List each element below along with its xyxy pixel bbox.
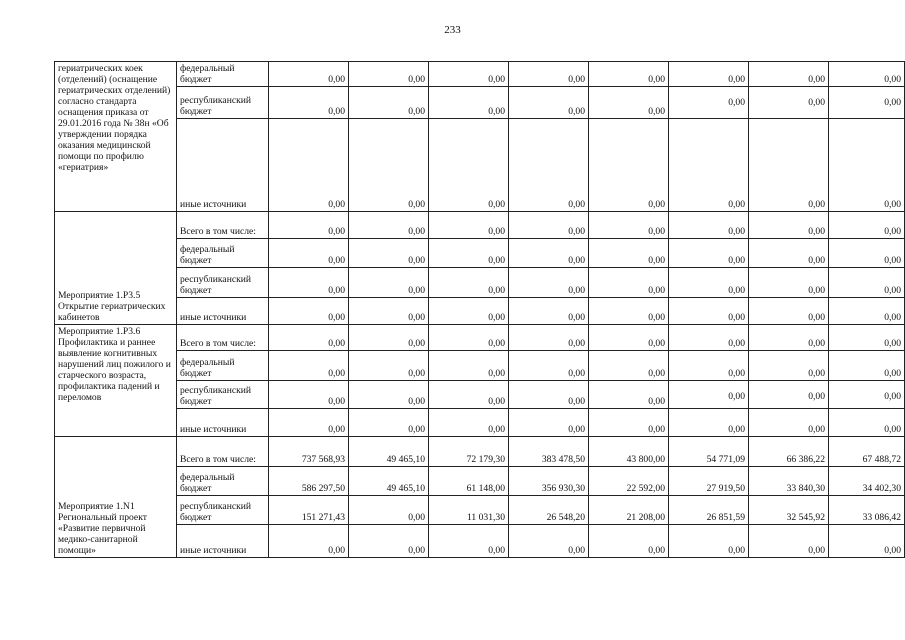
value-cell: 0,00 bbox=[749, 62, 829, 87]
value-cell: 0,00 bbox=[269, 298, 349, 325]
source-cell: Всего в том числе: bbox=[177, 325, 269, 351]
value-cell: 0,00 bbox=[429, 525, 509, 558]
value-cell: 22 592,00 bbox=[589, 467, 669, 496]
value-cell: 0,00 bbox=[429, 87, 509, 119]
table-row bbox=[55, 409, 905, 437]
source-cell: федеральный бюджет bbox=[177, 467, 269, 496]
source-cell: Всего в том числе: bbox=[177, 212, 269, 239]
value-cell: 0,00 bbox=[749, 351, 829, 381]
value-cell: 21 208,00 bbox=[589, 496, 669, 525]
table-row bbox=[55, 119, 905, 212]
value-cell: 0,00 bbox=[269, 351, 349, 381]
value-cell: 0,00 bbox=[349, 496, 429, 525]
table-row bbox=[55, 268, 905, 298]
value-cell: 0,00 bbox=[429, 239, 509, 268]
value-cell: 0,00 bbox=[429, 268, 509, 298]
page-number: 233 bbox=[444, 24, 461, 36]
measure-name-cell: Мероприятие 1.N1 Региональный проект «Развитие первичной медико-санитарной помощи» bbox=[55, 437, 177, 558]
value-cell: 0,00 bbox=[589, 268, 669, 298]
value-cell: 0,00 bbox=[349, 351, 429, 381]
value-cell: 0,00 bbox=[829, 119, 905, 212]
value-cell: 0,00 bbox=[589, 525, 669, 558]
value-cell: 0,00 bbox=[829, 409, 905, 437]
budget-table bbox=[54, 61, 905, 558]
value-cell: 0,00 bbox=[749, 239, 829, 268]
value-cell: 0,00 bbox=[509, 87, 589, 119]
value-cell: 66 386,22 bbox=[749, 437, 829, 467]
value-cell: 0,00 bbox=[749, 212, 829, 239]
value-cell: 0,00 bbox=[349, 62, 429, 87]
value-cell: 0,00 bbox=[429, 62, 509, 87]
value-cell: 0,00 bbox=[429, 351, 509, 381]
value-cell: 0,00 bbox=[349, 325, 429, 351]
value-cell: 0,00 bbox=[269, 212, 349, 239]
source-cell: республиканский бюджет bbox=[177, 496, 269, 525]
value-cell: 0,00 bbox=[269, 325, 349, 351]
value-cell: 0,00 bbox=[669, 525, 749, 558]
value-cell: 151 271,43 bbox=[269, 496, 349, 525]
value-cell: 0,00 bbox=[349, 119, 429, 212]
value-cell: 26 548,20 bbox=[509, 496, 589, 525]
value-cell: 0,00 bbox=[829, 325, 905, 351]
value-cell: 34 402,30 bbox=[829, 467, 905, 496]
value-cell: 0,00 bbox=[749, 409, 829, 437]
value-cell: 0,00 bbox=[749, 325, 829, 351]
value-cell: 0,00 bbox=[829, 87, 905, 119]
value-cell: 0,00 bbox=[589, 87, 669, 119]
table-row bbox=[55, 525, 905, 558]
source-cell: иные источники bbox=[177, 409, 269, 437]
value-cell: 0,00 bbox=[269, 87, 349, 119]
value-cell: 0,00 bbox=[589, 381, 669, 409]
value-cell: 67 488,72 bbox=[829, 437, 905, 467]
value-cell: 0,00 bbox=[349, 298, 429, 325]
source-cell: иные источники bbox=[177, 298, 269, 325]
value-cell: 26 851,59 bbox=[669, 496, 749, 525]
source-cell: иные источники bbox=[177, 525, 269, 558]
value-cell: 383 478,50 bbox=[509, 437, 589, 467]
value-cell: 0,00 bbox=[829, 239, 905, 268]
value-cell: 72 179,30 bbox=[429, 437, 509, 467]
source-cell: республиканский бюджет bbox=[177, 381, 269, 409]
value-cell: 0,00 bbox=[509, 525, 589, 558]
value-cell: 0,00 bbox=[349, 268, 429, 298]
value-cell: 0,00 bbox=[429, 212, 509, 239]
value-cell: 0,00 bbox=[509, 351, 589, 381]
value-cell: 737 568,93 bbox=[269, 437, 349, 467]
value-cell: 0,00 bbox=[269, 268, 349, 298]
value-cell: 0,00 bbox=[829, 212, 905, 239]
table-row bbox=[55, 351, 905, 381]
value-cell: 43 800,00 bbox=[589, 437, 669, 467]
value-cell: 0,00 bbox=[429, 298, 509, 325]
value-cell: 586 297,50 bbox=[269, 467, 349, 496]
value-cell: 0,00 bbox=[669, 381, 749, 409]
table-row bbox=[55, 239, 905, 268]
value-cell: 0,00 bbox=[589, 298, 669, 325]
value-cell: 0,00 bbox=[509, 325, 589, 351]
value-cell: 61 148,00 bbox=[429, 467, 509, 496]
source-cell: федеральный бюджет bbox=[177, 351, 269, 381]
value-cell: 0,00 bbox=[829, 62, 905, 87]
table-row bbox=[55, 437, 905, 467]
value-cell: 0,00 bbox=[349, 239, 429, 268]
value-cell: 0,00 bbox=[509, 409, 589, 437]
value-cell: 32 545,92 bbox=[749, 496, 829, 525]
value-cell: 0,00 bbox=[829, 268, 905, 298]
value-cell: 0,00 bbox=[349, 409, 429, 437]
value-cell: 27 919,50 bbox=[669, 467, 749, 496]
measure-name-cell: гериатрических коек (отделений) (оснащение гериатрических отделений) согласно стандарта оснащения приказа от 29.01.2016 года № 38н «Об утверждении порядка оказания медицинской помощи по профилю «гериатрия» bbox=[55, 62, 177, 212]
value-cell: 0,00 bbox=[749, 525, 829, 558]
value-cell: 0,00 bbox=[509, 381, 589, 409]
value-cell: 0,00 bbox=[749, 298, 829, 325]
source-cell: федеральный бюджет bbox=[177, 62, 269, 87]
value-cell: 0,00 bbox=[749, 268, 829, 298]
value-cell: 0,00 bbox=[429, 381, 509, 409]
value-cell: 0,00 bbox=[829, 525, 905, 558]
value-cell: 0,00 bbox=[589, 351, 669, 381]
value-cell: 0,00 bbox=[589, 212, 669, 239]
value-cell: 0,00 bbox=[509, 298, 589, 325]
value-cell: 0,00 bbox=[669, 239, 749, 268]
value-cell: 0,00 bbox=[669, 268, 749, 298]
value-cell: 0,00 bbox=[429, 325, 509, 351]
value-cell: 49 465,10 bbox=[349, 437, 429, 467]
value-cell: 0,00 bbox=[749, 119, 829, 212]
value-cell: 0,00 bbox=[349, 212, 429, 239]
value-cell: 0,00 bbox=[669, 62, 749, 87]
table-row bbox=[55, 325, 905, 351]
table-row bbox=[55, 212, 905, 239]
source-cell: иные источники bbox=[177, 119, 269, 212]
value-cell: 0,00 bbox=[589, 62, 669, 87]
value-cell: 0,00 bbox=[349, 525, 429, 558]
value-cell: 0,00 bbox=[509, 62, 589, 87]
table-row bbox=[55, 87, 905, 119]
value-cell: 0,00 bbox=[669, 212, 749, 239]
source-cell: республиканский бюджет bbox=[177, 268, 269, 298]
value-cell: 0,00 bbox=[669, 87, 749, 119]
value-cell: 0,00 bbox=[829, 351, 905, 381]
value-cell: 0,00 bbox=[509, 119, 589, 212]
value-cell: 0,00 bbox=[509, 239, 589, 268]
source-cell: республиканский бюджет bbox=[177, 87, 269, 119]
value-cell: 0,00 bbox=[829, 298, 905, 325]
value-cell: 0,00 bbox=[589, 409, 669, 437]
value-cell: 33 086,42 bbox=[829, 496, 905, 525]
value-cell: 33 840,30 bbox=[749, 467, 829, 496]
value-cell: 0,00 bbox=[349, 87, 429, 119]
value-cell: 356 930,30 bbox=[509, 467, 589, 496]
source-cell: федеральный бюджет bbox=[177, 239, 269, 268]
value-cell: 11 031,30 bbox=[429, 496, 509, 525]
value-cell: 0,00 bbox=[589, 119, 669, 212]
value-cell: 0,00 bbox=[749, 87, 829, 119]
value-cell: 0,00 bbox=[269, 381, 349, 409]
measure-name-cell: Мероприятие 1.Р3.5 Открытие гериатрических кабинетов bbox=[55, 212, 177, 325]
value-cell: 0,00 bbox=[589, 239, 669, 268]
measure-name-cell: Мероприятие 1.Р3.6 Профилактика и раннее выявление когнитивных нарушений лиц пожилого и старческого возраста, профилактика падений и переломов bbox=[55, 325, 177, 437]
source-cell: Всего в том числе: bbox=[177, 437, 269, 467]
value-cell: 0,00 bbox=[669, 325, 749, 351]
value-cell: 0,00 bbox=[429, 119, 509, 212]
value-cell: 0,00 bbox=[269, 409, 349, 437]
value-cell: 0,00 bbox=[669, 298, 749, 325]
value-cell: 0,00 bbox=[589, 325, 669, 351]
table-row bbox=[55, 467, 905, 496]
value-cell: 0,00 bbox=[269, 525, 349, 558]
value-cell: 0,00 bbox=[269, 62, 349, 87]
table-row bbox=[55, 62, 905, 87]
value-cell: 0,00 bbox=[509, 212, 589, 239]
table-row bbox=[55, 496, 905, 525]
table-row bbox=[55, 298, 905, 325]
value-cell: 0,00 bbox=[429, 409, 509, 437]
value-cell: 0,00 bbox=[509, 268, 589, 298]
value-cell: 0,00 bbox=[669, 119, 749, 212]
value-cell: 0,00 bbox=[269, 239, 349, 268]
value-cell: 0,00 bbox=[269, 119, 349, 212]
value-cell: 0,00 bbox=[829, 381, 905, 409]
value-cell: 0,00 bbox=[669, 409, 749, 437]
table-row bbox=[55, 381, 905, 409]
value-cell: 49 465,10 bbox=[349, 467, 429, 496]
value-cell: 0,00 bbox=[749, 381, 829, 409]
value-cell: 0,00 bbox=[349, 381, 429, 409]
value-cell: 54 771,09 bbox=[669, 437, 749, 467]
value-cell: 0,00 bbox=[669, 351, 749, 381]
